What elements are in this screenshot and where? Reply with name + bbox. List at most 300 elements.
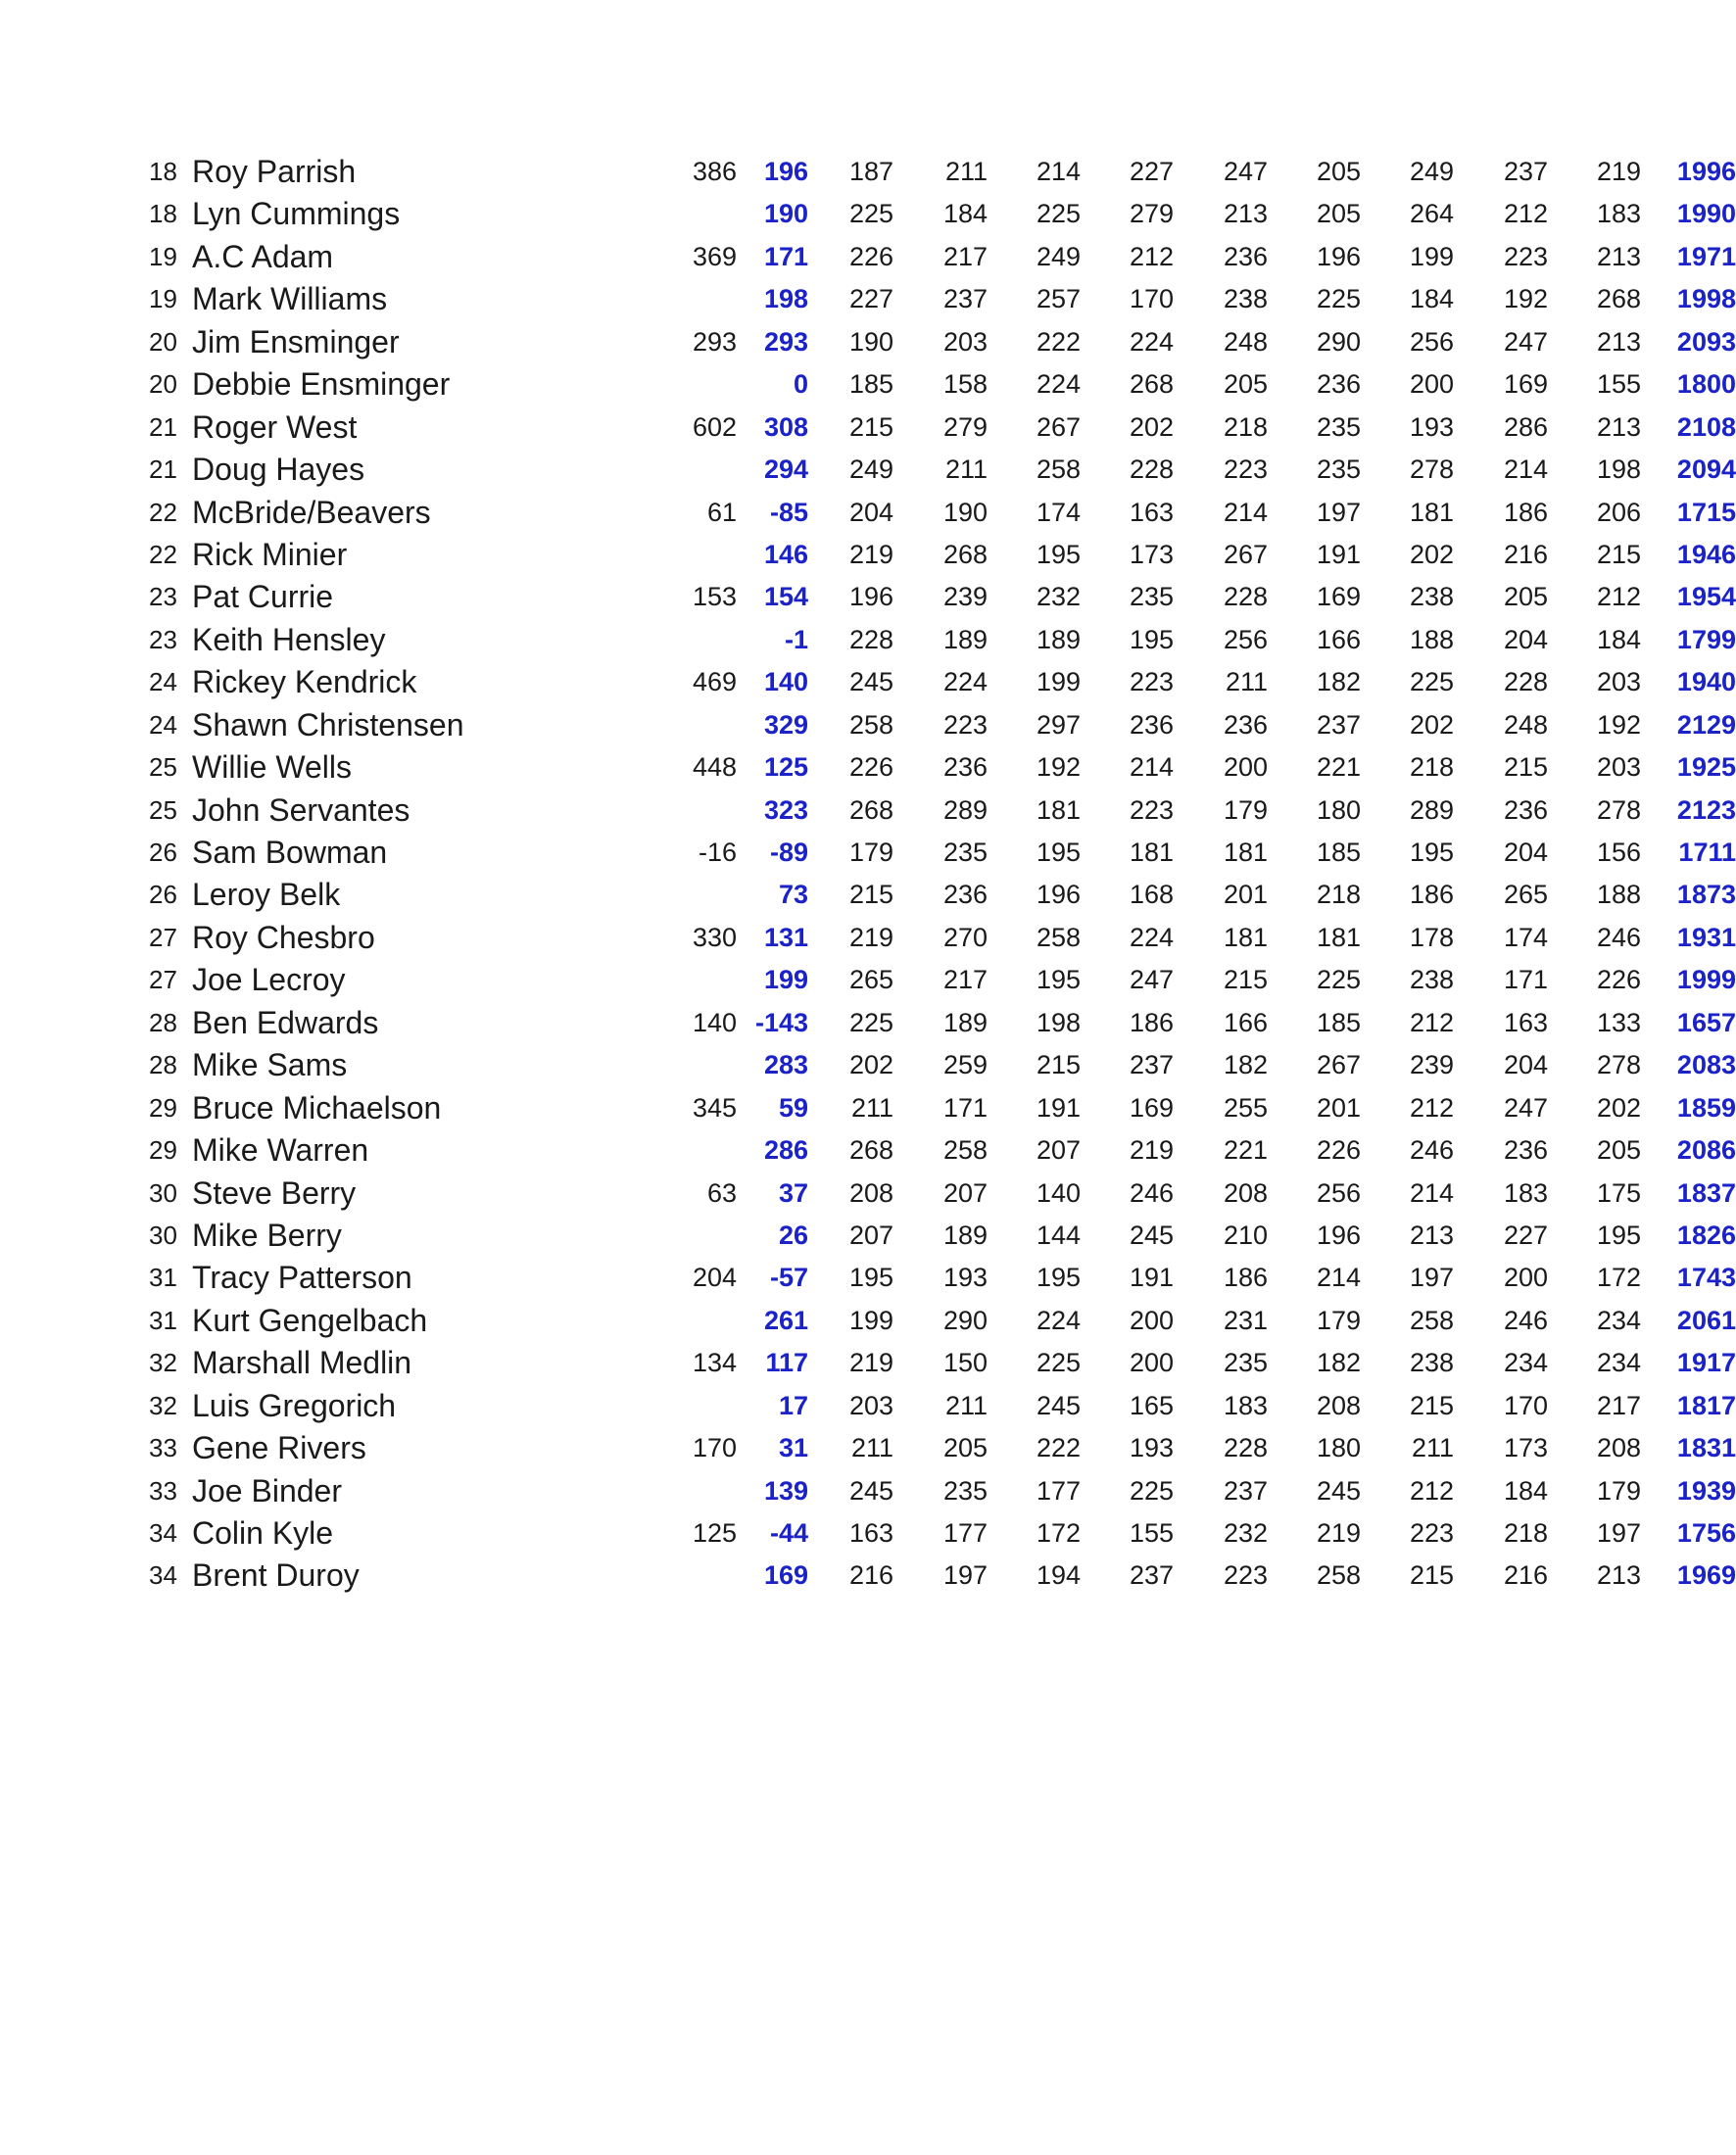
game-score-cell: 212 bbox=[1596, 582, 1641, 612]
game-score-cell: 207 bbox=[1036, 1135, 1081, 1166]
game-score-cell: 267 bbox=[1036, 411, 1081, 442]
diff-cell: 26 bbox=[778, 1220, 808, 1250]
game-score-cell: 184 bbox=[942, 199, 988, 229]
name-cell: Lyn Cummings bbox=[192, 196, 401, 232]
game-score-cell: 268 bbox=[848, 1135, 893, 1166]
table-row bbox=[149, 151, 1736, 193]
rank-cell: 34 bbox=[149, 1518, 177, 1548]
game-score-cell: 212 bbox=[1409, 1007, 1454, 1037]
name-cell: Mark Williams bbox=[192, 281, 388, 317]
game-score-cell: 218 bbox=[1409, 752, 1454, 783]
total-cell: 1969 bbox=[1676, 1560, 1736, 1591]
total-cell: 2093 bbox=[1676, 326, 1736, 357]
game-score-cell: 191 bbox=[1129, 1263, 1174, 1293]
game-score-cell: 224 bbox=[942, 667, 988, 697]
game-score-cell: 222 bbox=[1036, 326, 1081, 357]
game-score-cell: 200 bbox=[1223, 752, 1268, 783]
game-score-cell: 196 bbox=[1316, 1220, 1361, 1250]
diff-cell: 31 bbox=[778, 1433, 808, 1463]
game-score-cell: 197 bbox=[1409, 1263, 1454, 1293]
game-score-cell: 236 bbox=[1129, 709, 1174, 740]
diff-cell: 294 bbox=[763, 455, 808, 485]
game-score-cell: 219 bbox=[848, 1348, 893, 1378]
game-score-cell: 170 bbox=[1129, 284, 1174, 314]
table-row bbox=[149, 1087, 1736, 1129]
game-score-cell: 181 bbox=[1409, 497, 1454, 527]
game-score-cell: 265 bbox=[1503, 880, 1548, 910]
game-score-cell: 203 bbox=[942, 326, 988, 357]
game-score-cell: 191 bbox=[1036, 1092, 1081, 1123]
game-score-cell: 239 bbox=[1409, 1050, 1454, 1080]
table-row bbox=[149, 1385, 1736, 1427]
game-score-cell: 185 bbox=[1316, 1007, 1361, 1037]
name-cell: Debbie Ensminger bbox=[192, 366, 451, 403]
handicap-cell bbox=[600, 1129, 737, 1172]
name-cell: Bruce Michaelson bbox=[192, 1089, 442, 1125]
game-score-cell: 203 bbox=[1596, 752, 1641, 783]
game-score-cell: 194 bbox=[1036, 1560, 1081, 1591]
rank-cell: 25 bbox=[149, 752, 177, 783]
handicap-cell bbox=[600, 278, 737, 320]
game-score-cell: 211 bbox=[850, 1433, 893, 1463]
rank-cell: 18 bbox=[149, 157, 177, 186]
game-score-cell: 195 bbox=[1036, 1263, 1081, 1293]
game-score-cell: 187 bbox=[848, 157, 893, 186]
total-cell: 1800 bbox=[1676, 369, 1736, 400]
game-score-cell: 221 bbox=[1223, 1135, 1268, 1166]
handicap-cell bbox=[600, 619, 737, 661]
game-score-cell: 246 bbox=[1129, 1177, 1174, 1208]
name-cell: Doug Hayes bbox=[192, 452, 365, 488]
game-score-cell: 204 bbox=[1503, 1050, 1548, 1080]
game-score-cell: 225 bbox=[1036, 1348, 1081, 1378]
table-row bbox=[149, 746, 1736, 789]
game-score-cell: 173 bbox=[1503, 1433, 1548, 1463]
game-score-cell: 199 bbox=[1409, 241, 1454, 271]
handicap-cell: 293 bbox=[692, 326, 737, 357]
name-cell: Ben Edwards bbox=[192, 1004, 379, 1040]
game-score-cell: 249 bbox=[1409, 157, 1454, 186]
total-cell: 1917 bbox=[1676, 1348, 1736, 1378]
game-score-cell: 192 bbox=[1503, 284, 1548, 314]
table-row bbox=[149, 1002, 1736, 1044]
total-cell: 2129 bbox=[1676, 709, 1736, 740]
diff-cell: -1 bbox=[784, 624, 808, 654]
diff-cell: 329 bbox=[763, 709, 808, 740]
table-row bbox=[149, 407, 1736, 449]
game-score-cell: 182 bbox=[1223, 1050, 1268, 1080]
rank-cell: 33 bbox=[149, 1475, 177, 1506]
game-score-cell: 190 bbox=[848, 326, 893, 357]
game-score-cell: 238 bbox=[1223, 284, 1268, 314]
game-score-cell: 238 bbox=[1409, 1348, 1454, 1378]
game-score-cell: 201 bbox=[1223, 880, 1268, 910]
name-cell: Rick Minier bbox=[192, 536, 348, 572]
game-score-cell: 218 bbox=[1223, 411, 1268, 442]
game-score-cell: 195 bbox=[848, 1263, 893, 1293]
game-score-cell: 217 bbox=[942, 241, 988, 271]
game-score-cell: 226 bbox=[848, 752, 893, 783]
name-cell: Leroy Belk bbox=[192, 877, 341, 913]
game-score-cell: 278 bbox=[1409, 455, 1454, 485]
game-score-cell: 235 bbox=[1316, 411, 1361, 442]
game-score-cell: 289 bbox=[1409, 794, 1454, 825]
game-score-cell: 237 bbox=[1129, 1050, 1174, 1080]
handicap-cell bbox=[600, 959, 737, 1001]
game-score-cell: 210 bbox=[1223, 1220, 1268, 1250]
game-score-cell: 247 bbox=[1503, 326, 1548, 357]
game-score-cell: 196 bbox=[1316, 241, 1361, 271]
name-cell: Steve Berry bbox=[192, 1174, 357, 1211]
table-row bbox=[149, 193, 1736, 235]
game-score-cell: 169 bbox=[1316, 582, 1361, 612]
rank-cell: 34 bbox=[149, 1560, 177, 1591]
game-score-cell: 214 bbox=[1503, 455, 1548, 485]
game-score-cell: 289 bbox=[942, 794, 988, 825]
game-score-cell: 190 bbox=[942, 497, 988, 527]
game-score-cell: 211 bbox=[944, 455, 988, 485]
rank-cell: 27 bbox=[149, 922, 177, 952]
game-score-cell: 200 bbox=[1409, 369, 1454, 400]
game-score-cell: 189 bbox=[942, 1007, 988, 1037]
total-cell: 1939 bbox=[1676, 1475, 1736, 1506]
game-score-cell: 197 bbox=[1596, 1518, 1641, 1548]
rank-cell: 26 bbox=[149, 838, 177, 867]
game-score-cell: 235 bbox=[1129, 582, 1174, 612]
game-score-cell: 205 bbox=[942, 1433, 988, 1463]
table-row bbox=[149, 449, 1736, 491]
handicap-cell bbox=[600, 534, 737, 576]
total-cell: 1996 bbox=[1676, 157, 1736, 186]
game-score-cell: 195 bbox=[1036, 838, 1081, 867]
game-score-cell: 225 bbox=[1409, 667, 1454, 697]
rank-cell: 30 bbox=[149, 1177, 177, 1208]
game-score-cell: 245 bbox=[1129, 1220, 1174, 1250]
game-score-cell: 182 bbox=[1316, 667, 1361, 697]
game-score-cell: 264 bbox=[1409, 199, 1454, 229]
diff-cell: -44 bbox=[769, 1518, 808, 1548]
table-row bbox=[149, 959, 1736, 1001]
game-score-cell: 222 bbox=[1036, 1433, 1081, 1463]
game-score-cell: 225 bbox=[1036, 199, 1081, 229]
game-score-cell: 216 bbox=[1503, 539, 1548, 569]
diff-cell: 117 bbox=[765, 1348, 808, 1378]
game-score-cell: 237 bbox=[1129, 1560, 1174, 1591]
game-score-cell: 181 bbox=[1316, 922, 1361, 952]
table-row bbox=[149, 1427, 1736, 1469]
total-cell: 2094 bbox=[1676, 455, 1736, 485]
diff-cell: -85 bbox=[769, 497, 808, 527]
game-score-cell: 186 bbox=[1129, 1007, 1174, 1037]
game-score-cell: 235 bbox=[1316, 455, 1361, 485]
name-cell: Mike Berry bbox=[192, 1217, 342, 1253]
game-score-cell: 193 bbox=[1129, 1433, 1174, 1463]
game-score-cell: 223 bbox=[1503, 241, 1548, 271]
game-score-cell: 165 bbox=[1129, 1390, 1174, 1420]
game-score-cell: 215 bbox=[1409, 1390, 1454, 1420]
game-score-cell: 212 bbox=[1409, 1475, 1454, 1506]
game-score-cell: 198 bbox=[1596, 455, 1641, 485]
diff-cell: -57 bbox=[769, 1263, 808, 1293]
game-score-cell: 238 bbox=[1409, 582, 1454, 612]
game-score-cell: 214 bbox=[1409, 1177, 1454, 1208]
game-score-cell: 245 bbox=[1036, 1390, 1081, 1420]
game-score-cell: 267 bbox=[1223, 539, 1268, 569]
game-score-cell: 183 bbox=[1596, 199, 1641, 229]
game-score-cell: 195 bbox=[1036, 965, 1081, 995]
game-score-cell: 197 bbox=[942, 1560, 988, 1591]
handicap-cell: 153 bbox=[692, 582, 737, 612]
game-score-cell: 236 bbox=[1503, 1135, 1548, 1166]
game-score-cell: 268 bbox=[1596, 284, 1641, 314]
handicap-cell bbox=[600, 449, 737, 491]
game-score-cell: 268 bbox=[848, 794, 893, 825]
handicap-cell: 134 bbox=[692, 1348, 737, 1378]
game-score-cell: 219 bbox=[848, 922, 893, 952]
name-cell: Marshall Medlin bbox=[192, 1345, 412, 1381]
game-score-cell: 180 bbox=[1316, 1433, 1361, 1463]
game-score-cell: 258 bbox=[942, 1135, 988, 1166]
game-score-cell: 213 bbox=[1223, 199, 1268, 229]
game-score-cell: 198 bbox=[1036, 1007, 1081, 1037]
table-row bbox=[149, 492, 1736, 534]
game-score-cell: 189 bbox=[1036, 624, 1081, 654]
game-score-cell: 247 bbox=[1503, 1092, 1548, 1123]
total-cell: 1925 bbox=[1676, 752, 1736, 783]
table-row bbox=[149, 874, 1736, 916]
game-score-cell: 232 bbox=[1223, 1518, 1268, 1548]
diff-cell: 286 bbox=[763, 1135, 808, 1166]
diff-cell: 131 bbox=[763, 922, 808, 952]
diff-cell: 171 bbox=[763, 241, 808, 271]
game-score-cell: 290 bbox=[1316, 326, 1361, 357]
game-score-cell: 179 bbox=[848, 838, 893, 867]
name-cell: Keith Hensley bbox=[192, 621, 386, 657]
game-score-cell: 215 bbox=[1409, 1560, 1454, 1591]
handicap-cell: 469 bbox=[692, 667, 737, 697]
game-score-cell: 239 bbox=[942, 582, 988, 612]
rank-cell: 24 bbox=[149, 709, 177, 740]
game-score-cell: 189 bbox=[942, 624, 988, 654]
game-score-cell: 224 bbox=[1129, 922, 1174, 952]
game-score-cell: 286 bbox=[1503, 411, 1548, 442]
game-score-cell: 247 bbox=[1223, 157, 1268, 186]
handicap-cell bbox=[600, 193, 737, 235]
rank-cell: 21 bbox=[149, 455, 177, 485]
game-score-cell: 214 bbox=[1223, 497, 1268, 527]
game-score-cell: 237 bbox=[1316, 709, 1361, 740]
name-cell: Roy Chesbro bbox=[192, 919, 375, 955]
diff-cell: 308 bbox=[763, 411, 808, 442]
total-cell: 1715 bbox=[1676, 497, 1736, 527]
rank-cell: 29 bbox=[149, 1135, 177, 1166]
handicap-cell bbox=[600, 1555, 737, 1597]
handicap-cell: 63 bbox=[706, 1177, 737, 1208]
game-score-cell: 170 bbox=[1503, 1390, 1548, 1420]
total-cell: 1743 bbox=[1676, 1263, 1736, 1293]
handicap-cell: 369 bbox=[692, 241, 737, 271]
game-score-cell: 231 bbox=[1223, 1305, 1268, 1335]
rank-cell: 21 bbox=[149, 411, 177, 442]
game-score-cell: 171 bbox=[942, 1092, 988, 1123]
diff-cell: -143 bbox=[754, 1007, 808, 1037]
game-score-cell: 168 bbox=[1129, 880, 1174, 910]
diff-cell: 125 bbox=[763, 752, 808, 783]
handicap-cell bbox=[600, 1470, 737, 1512]
game-score-cell: 184 bbox=[1596, 624, 1641, 654]
name-cell: Roy Parrish bbox=[192, 154, 357, 189]
game-score-cell: 211 bbox=[944, 1390, 988, 1420]
game-score-cell: 163 bbox=[848, 1518, 893, 1548]
game-score-cell: 219 bbox=[1596, 157, 1641, 186]
game-score-cell: 186 bbox=[1223, 1263, 1268, 1293]
game-score-cell: 166 bbox=[1316, 624, 1361, 654]
game-score-cell: 163 bbox=[1129, 497, 1174, 527]
game-score-cell: 179 bbox=[1596, 1475, 1641, 1506]
game-score-cell: 171 bbox=[1503, 965, 1548, 995]
game-score-cell: 217 bbox=[1596, 1390, 1641, 1420]
game-score-cell: 215 bbox=[848, 880, 893, 910]
rank-cell: 20 bbox=[149, 326, 177, 357]
diff-cell: 73 bbox=[778, 880, 808, 910]
game-score-cell: 278 bbox=[1596, 1050, 1641, 1080]
table-row bbox=[149, 1555, 1736, 1597]
rank-cell: 20 bbox=[149, 369, 177, 400]
diff-cell: 154 bbox=[763, 582, 808, 612]
game-score-cell: 255 bbox=[1223, 1092, 1268, 1123]
handicap-cell: 448 bbox=[692, 752, 737, 783]
game-score-cell: 211 bbox=[850, 1092, 893, 1123]
game-score-cell: 259 bbox=[942, 1050, 988, 1080]
game-score-cell: 270 bbox=[942, 922, 988, 952]
game-score-cell: 235 bbox=[1223, 1348, 1268, 1378]
table-row bbox=[149, 661, 1736, 703]
game-score-cell: 178 bbox=[1409, 922, 1454, 952]
game-score-cell: 217 bbox=[942, 965, 988, 995]
game-score-cell: 236 bbox=[1223, 709, 1268, 740]
game-score-cell: 223 bbox=[1223, 1560, 1268, 1591]
total-cell: 2083 bbox=[1676, 1050, 1736, 1080]
table-row bbox=[149, 619, 1736, 661]
game-score-cell: 256 bbox=[1409, 326, 1454, 357]
game-score-cell: 228 bbox=[1503, 667, 1548, 697]
game-score-cell: 212 bbox=[1503, 199, 1548, 229]
game-score-cell: 223 bbox=[1129, 794, 1174, 825]
name-cell: A.C Adam bbox=[192, 238, 334, 274]
game-score-cell: 236 bbox=[942, 752, 988, 783]
game-score-cell: 199 bbox=[848, 1305, 893, 1335]
rank-cell: 23 bbox=[149, 624, 177, 654]
game-score-cell: 297 bbox=[1036, 709, 1081, 740]
game-score-cell: 232 bbox=[1036, 582, 1081, 612]
game-score-cell: 175 bbox=[1596, 1177, 1641, 1208]
game-score-cell: 213 bbox=[1596, 326, 1641, 357]
game-score-cell: 186 bbox=[1409, 880, 1454, 910]
game-score-cell: 188 bbox=[1596, 880, 1641, 910]
name-cell: Pat Currie bbox=[192, 579, 334, 615]
diff-cell: 199 bbox=[763, 965, 808, 995]
name-cell: John Servantes bbox=[192, 791, 410, 828]
name-cell: Joe Binder bbox=[192, 1472, 342, 1508]
table-row bbox=[149, 704, 1736, 746]
total-cell: 1990 bbox=[1676, 199, 1736, 229]
game-score-cell: 214 bbox=[1036, 157, 1081, 186]
game-score-cell: 235 bbox=[942, 838, 988, 867]
game-score-cell: 172 bbox=[1036, 1518, 1081, 1548]
game-score-cell: 225 bbox=[848, 1007, 893, 1037]
total-cell: 1940 bbox=[1676, 667, 1736, 697]
name-cell: Joe Lecroy bbox=[192, 962, 346, 998]
game-score-cell: 156 bbox=[1596, 838, 1641, 867]
game-score-cell: 237 bbox=[1503, 157, 1548, 186]
game-score-cell: 199 bbox=[1036, 667, 1081, 697]
game-score-cell: 213 bbox=[1596, 241, 1641, 271]
game-score-cell: 202 bbox=[1129, 411, 1174, 442]
game-score-cell: 196 bbox=[1036, 880, 1081, 910]
rank-cell: 29 bbox=[149, 1092, 177, 1123]
game-score-cell: 228 bbox=[1129, 455, 1174, 485]
game-score-cell: 224 bbox=[1036, 1305, 1081, 1335]
game-score-cell: 256 bbox=[1223, 624, 1268, 654]
rank-cell: 32 bbox=[149, 1348, 177, 1378]
diff-cell: 190 bbox=[763, 199, 808, 229]
game-score-cell: 180 bbox=[1316, 794, 1361, 825]
game-score-cell: 202 bbox=[1409, 709, 1454, 740]
game-score-cell: 234 bbox=[1596, 1348, 1641, 1378]
rank-cell: 22 bbox=[149, 497, 177, 527]
game-score-cell: 223 bbox=[1129, 667, 1174, 697]
game-score-cell: 192 bbox=[1596, 709, 1641, 740]
diff-cell: 146 bbox=[763, 539, 808, 569]
game-score-cell: 212 bbox=[1129, 241, 1174, 271]
game-score-cell: 205 bbox=[1596, 1135, 1641, 1166]
game-score-cell: 174 bbox=[1036, 497, 1081, 527]
game-score-cell: 179 bbox=[1223, 794, 1268, 825]
total-cell: 1946 bbox=[1676, 539, 1736, 569]
game-score-cell: 196 bbox=[848, 582, 893, 612]
handicap-cell bbox=[600, 1300, 737, 1342]
game-score-cell: 214 bbox=[1316, 1263, 1361, 1293]
game-score-cell: 245 bbox=[1316, 1475, 1361, 1506]
name-cell: Tracy Patterson bbox=[192, 1260, 412, 1296]
game-score-cell: 212 bbox=[1409, 1092, 1454, 1123]
table-row bbox=[149, 576, 1736, 618]
game-score-cell: 195 bbox=[1596, 1220, 1641, 1250]
total-cell: 1837 bbox=[1676, 1177, 1736, 1208]
game-score-cell: 258 bbox=[1036, 922, 1081, 952]
game-score-cell: 245 bbox=[848, 1475, 893, 1506]
table-row bbox=[149, 1044, 1736, 1086]
name-cell: Gene Rivers bbox=[192, 1430, 366, 1466]
game-score-cell: 215 bbox=[1503, 752, 1548, 783]
game-score-cell: 181 bbox=[1129, 838, 1174, 867]
total-cell: 1831 bbox=[1676, 1433, 1736, 1463]
game-score-cell: 279 bbox=[1129, 199, 1174, 229]
diff-cell: 283 bbox=[763, 1050, 808, 1080]
game-score-cell: 218 bbox=[1503, 1518, 1548, 1548]
game-score-cell: 172 bbox=[1596, 1263, 1641, 1293]
game-score-cell: 193 bbox=[1409, 411, 1454, 442]
game-score-cell: 215 bbox=[1596, 539, 1641, 569]
game-score-cell: 238 bbox=[1409, 965, 1454, 995]
rank-cell: 31 bbox=[149, 1263, 177, 1293]
game-score-cell: 189 bbox=[942, 1220, 988, 1250]
handicap-cell: 386 bbox=[692, 157, 737, 186]
game-score-cell: 183 bbox=[1503, 1177, 1548, 1208]
name-cell: Mike Warren bbox=[192, 1132, 369, 1169]
diff-cell: 0 bbox=[793, 369, 808, 400]
game-score-cell: 208 bbox=[1223, 1177, 1268, 1208]
